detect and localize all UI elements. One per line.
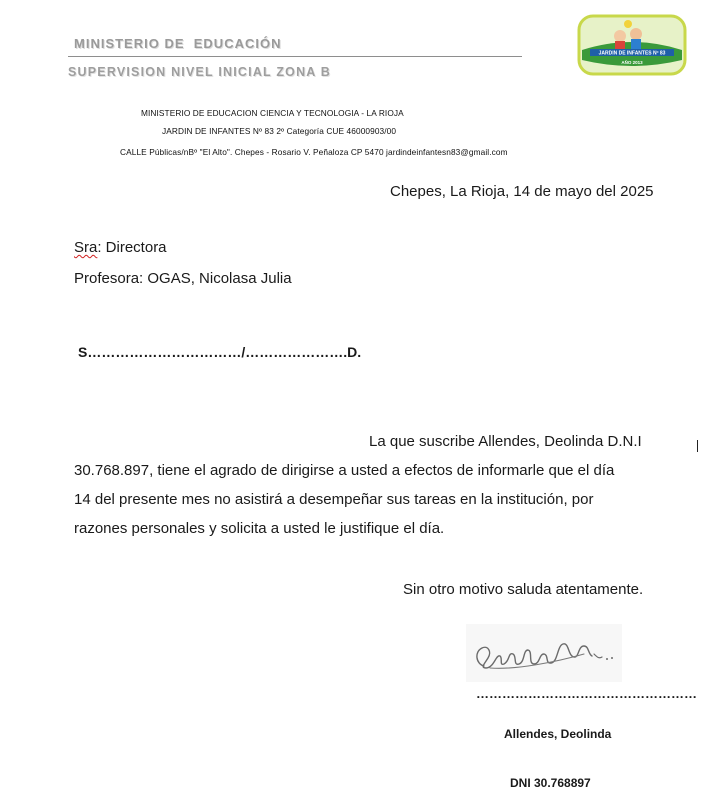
signature-line: …………………………………………… bbox=[476, 686, 697, 701]
handwritten-signature bbox=[466, 624, 622, 682]
logo-title: JARDIN DE INFANTES Nº 83 bbox=[598, 50, 666, 57]
professor-line: Profesora: OGAS, Nicolasa Julia bbox=[74, 270, 292, 287]
supervision-header: SUPERVISION NIVEL INICIAL ZONA B bbox=[68, 65, 331, 79]
ministry-word: EDUCACIÓN bbox=[193, 36, 282, 51]
signer-name: Allendes, Deolinda bbox=[504, 727, 612, 741]
ministry-header bbox=[74, 36, 281, 51]
addressee-title: Sra bbox=[74, 239, 98, 256]
header-divider bbox=[68, 56, 522, 57]
logo-year: AÑO 2013 bbox=[621, 60, 643, 65]
letterhead-line-3: CALLE Públicas/nBº "El Alto". Chepes - Rosario V. Peñaloza CP 5470 jardindeinfantesn83@gmail.com bbox=[120, 147, 508, 157]
body-line-3: 14 del presente mes no asistirá a desempeñar sus tareas en la institución, por bbox=[74, 491, 594, 508]
closing-line: Sin otro motivo saluda atentamente. bbox=[403, 581, 644, 598]
body-line-4: razones personales y solicita a usted le justifique el día. bbox=[74, 520, 445, 537]
ministry-prefix: MINISTERIO DE bbox=[74, 36, 185, 51]
addressee-line bbox=[74, 239, 167, 256]
signer-dni: DNI 30.768897 bbox=[510, 776, 591, 790]
date-line: Chepes, La Rioja, 14 de mayo del 2025 bbox=[390, 183, 654, 200]
body-line-2: 30.768.897, tiene el agrado de dirigirse a usted a efectos de informarle que el día bbox=[74, 462, 615, 479]
addressee-role: : Directora bbox=[97, 239, 167, 256]
text-cursor bbox=[697, 440, 698, 452]
letterhead-line-2: JARDIN DE INFANTES Nº 83 2º Categoría CUE 46000903/00 bbox=[162, 126, 397, 136]
letterhead-line-1: MINISTERIO DE EDUCACION CIENCIA Y TECNOLOGIA - LA RIOJA bbox=[141, 108, 404, 118]
body-line-1: La que suscribe Allendes, Deolinda D.N.I bbox=[369, 433, 642, 450]
kindergarten-logo bbox=[576, 14, 688, 76]
salutation: S……………………………/………………….D. bbox=[78, 344, 362, 360]
